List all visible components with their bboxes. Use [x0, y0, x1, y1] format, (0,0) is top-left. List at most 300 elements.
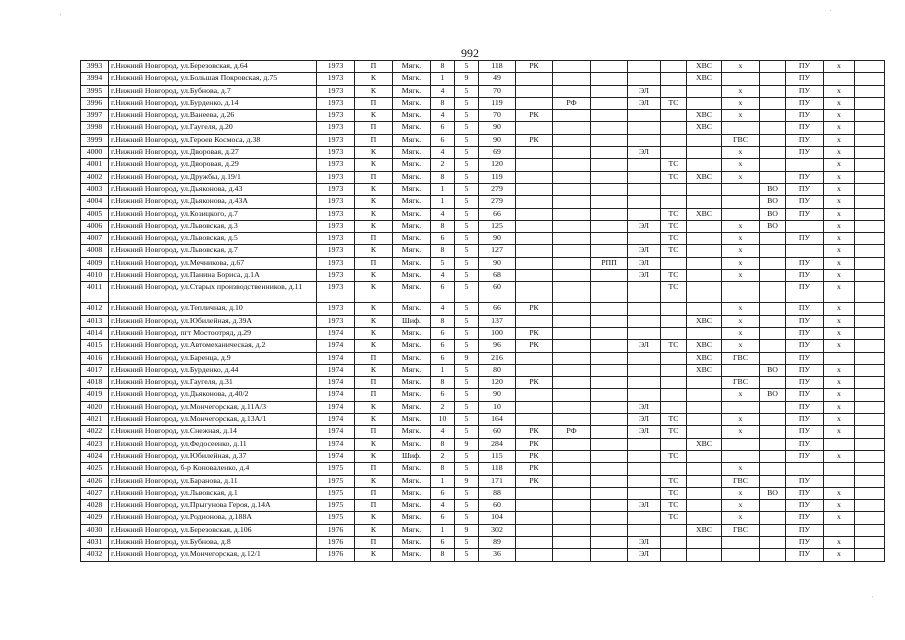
table-row: [81, 487, 885, 499]
table-cell: Мягк.: [393, 438, 431, 450]
table-cell: К: [355, 364, 393, 376]
table-cell: [628, 524, 661, 536]
table-cell: П: [355, 463, 393, 475]
table-cell: 1974: [317, 450, 355, 462]
table-cell: х: [824, 282, 855, 303]
table-cell: 1973: [317, 97, 355, 109]
table-cell: [516, 524, 553, 536]
table-cell: 90: [479, 389, 516, 401]
table-cell: 6: [431, 512, 455, 524]
table-cell: [591, 364, 628, 376]
table-cell: 2: [431, 401, 455, 413]
row-number-cell: 4000: [81, 147, 109, 159]
table-cell: [591, 233, 628, 245]
table-cell: 5: [455, 196, 479, 208]
table-row: [81, 340, 885, 352]
table-cell: [760, 352, 786, 364]
table-cell: Мягк.: [393, 377, 431, 389]
table-cell: [855, 208, 885, 220]
table-cell: ГВС: [722, 475, 760, 487]
table-cell: 90: [479, 122, 516, 134]
table-cell: [591, 183, 628, 195]
table-cell: [553, 487, 591, 499]
table-cell: [591, 500, 628, 512]
table-cell: [628, 438, 661, 450]
table-cell: 60: [479, 500, 516, 512]
table-cell: Мягк.: [393, 110, 431, 122]
table-row: [81, 97, 885, 109]
table-cell: ХВС: [687, 171, 722, 183]
table-cell: ЭЛ: [628, 536, 661, 548]
table-cell: 6: [431, 122, 455, 134]
table-cell: [591, 282, 628, 303]
table-cell: К: [355, 327, 393, 339]
row-number-cell: 4022: [81, 426, 109, 438]
table-cell: 80: [479, 364, 516, 376]
table-cell: [553, 364, 591, 376]
table-cell: РК: [516, 438, 553, 450]
table-cell: К: [355, 303, 393, 315]
table-cell: ПУ: [786, 426, 824, 438]
table-cell: ТС: [661, 208, 687, 220]
table-cell: [591, 352, 628, 364]
table-cell: [855, 438, 885, 450]
table-cell: [855, 426, 885, 438]
table-cell: х: [722, 512, 760, 524]
table-cell: 5: [455, 414, 479, 426]
table-cell: ЭЛ: [628, 401, 661, 413]
table-cell: РК: [516, 340, 553, 352]
table-cell: [661, 183, 687, 195]
table-cell: 1973: [317, 134, 355, 146]
table-cell: 6: [431, 487, 455, 499]
address-cell: г.Нижний Новгород, ул.Юбилейная, д.37: [109, 450, 317, 462]
table-cell: 137: [479, 315, 516, 327]
page-number: 992: [461, 46, 479, 60]
table-cell: 96: [479, 340, 516, 352]
table-cell: [824, 352, 855, 364]
table-cell: [687, 512, 722, 524]
address-cell: г.Нижний Новгород, ул.Мечникова, д.67: [109, 257, 317, 269]
table-cell: [516, 270, 553, 282]
table-cell: 5: [455, 389, 479, 401]
table-row: [81, 303, 885, 315]
row-number-cell: 3993: [81, 61, 109, 73]
table-cell: х: [824, 85, 855, 97]
table-cell: 1: [431, 183, 455, 195]
table-cell: [855, 475, 885, 487]
table-cell: 9: [455, 475, 479, 487]
table-cell: [628, 463, 661, 475]
table-cell: 9: [455, 438, 479, 450]
table-cell: 5: [455, 401, 479, 413]
table-cell: [687, 134, 722, 146]
table-cell: Мягк.: [393, 85, 431, 97]
table-cell: 5: [455, 270, 479, 282]
table-cell: 216: [479, 352, 516, 364]
table-cell: [516, 233, 553, 245]
table-cell: [591, 159, 628, 171]
row-number-cell: 4005: [81, 208, 109, 220]
table-cell: [855, 147, 885, 159]
table-cell: Мягк.: [393, 196, 431, 208]
table-cell: х: [824, 245, 855, 257]
table-cell: [553, 85, 591, 97]
table-cell: ПУ: [786, 208, 824, 220]
table-cell: Мягк.: [393, 183, 431, 195]
table-cell: ПУ: [786, 315, 824, 327]
table-cell: 1974: [317, 327, 355, 339]
row-number-cell: 4029: [81, 512, 109, 524]
table-cell: [591, 245, 628, 257]
table-cell: 5: [455, 208, 479, 220]
table-cell: К: [355, 147, 393, 159]
address-cell: г.Нижний Новгород, ул.Дружбы, д.19/1: [109, 171, 317, 183]
table-cell: х: [824, 414, 855, 426]
table-cell: [786, 220, 824, 232]
table-cell: [855, 134, 885, 146]
table-row: [81, 61, 885, 73]
table-cell: ТС: [661, 159, 687, 171]
table-cell: [591, 512, 628, 524]
table-cell: [855, 257, 885, 269]
row-number-cell: 4016: [81, 352, 109, 364]
table-cell: 1974: [317, 364, 355, 376]
table-cell: Мягк.: [393, 500, 431, 512]
table-cell: [760, 524, 786, 536]
table-cell: 2: [431, 159, 455, 171]
table-cell: х: [824, 110, 855, 122]
table-cell: 4: [431, 110, 455, 122]
table-cell: П: [355, 500, 393, 512]
table-cell: 1976: [317, 524, 355, 536]
table-cell: [855, 414, 885, 426]
table-cell: К: [355, 401, 393, 413]
table-cell: х: [824, 220, 855, 232]
table-cell: ПУ: [786, 414, 824, 426]
table-cell: [553, 73, 591, 85]
table-row: [81, 208, 885, 220]
table-cell: х: [722, 147, 760, 159]
table-cell: [855, 61, 885, 73]
table-cell: [661, 134, 687, 146]
table-cell: ПУ: [786, 134, 824, 146]
table-cell: [760, 463, 786, 475]
table-cell: 100: [479, 327, 516, 339]
table-cell: ГВС: [722, 352, 760, 364]
table-cell: РК: [516, 327, 553, 339]
table-cell: [661, 257, 687, 269]
table-cell: 9: [455, 73, 479, 85]
table-cell: [628, 377, 661, 389]
table-cell: [553, 475, 591, 487]
table-cell: [760, 450, 786, 462]
table-row: [81, 377, 885, 389]
table-cell: 1973: [317, 183, 355, 195]
row-number-cell: 4004: [81, 196, 109, 208]
table-cell: 8: [431, 245, 455, 257]
table-row: [81, 282, 885, 303]
table-cell: х: [824, 426, 855, 438]
table-cell: Мягк.: [393, 389, 431, 401]
table-cell: 8: [431, 220, 455, 232]
table-cell: [591, 270, 628, 282]
table-cell: [855, 85, 885, 97]
table-cell: [628, 512, 661, 524]
table-cell: РК: [516, 450, 553, 462]
table-cell: [553, 414, 591, 426]
table-cell: [722, 73, 760, 85]
table-cell: ПУ: [786, 327, 824, 339]
table-cell: 90: [479, 257, 516, 269]
table-cell: Мягк.: [393, 524, 431, 536]
table-row: [81, 327, 885, 339]
table-cell: РК: [516, 475, 553, 487]
table-cell: [628, 315, 661, 327]
table-cell: х: [824, 171, 855, 183]
table-cell: [760, 270, 786, 282]
table-cell: [661, 352, 687, 364]
table-cell: [591, 524, 628, 536]
table-cell: х: [722, 159, 760, 171]
table-cell: х: [722, 97, 760, 109]
table-cell: [628, 183, 661, 195]
table-cell: [760, 97, 786, 109]
table-cell: 6: [431, 327, 455, 339]
table-cell: [516, 414, 553, 426]
table-cell: [591, 340, 628, 352]
table-cell: ПУ: [786, 196, 824, 208]
table-cell: П: [355, 171, 393, 183]
table-cell: Мягк.: [393, 245, 431, 257]
table-cell: [591, 438, 628, 450]
address-cell: г.Нижний Новгород, ул.Панина Бориса, д.1А: [109, 270, 317, 282]
table-cell: 90: [479, 134, 516, 146]
table-cell: 4: [431, 208, 455, 220]
table-cell: 5: [455, 134, 479, 146]
table-cell: х: [722, 327, 760, 339]
table-cell: 1975: [317, 512, 355, 524]
table-cell: 5: [455, 85, 479, 97]
table-cell: х: [824, 389, 855, 401]
table-cell: [687, 85, 722, 97]
table-cell: 119: [479, 171, 516, 183]
table-cell: 164: [479, 414, 516, 426]
address-cell: г.Нижний Новгород, ул.Родионова, д.188А: [109, 512, 317, 524]
table-cell: П: [355, 426, 393, 438]
table-cell: 69: [479, 147, 516, 159]
table-cell: 88: [479, 487, 516, 499]
table-cell: [661, 377, 687, 389]
table-cell: [553, 401, 591, 413]
table-cell: [591, 463, 628, 475]
table-cell: 125: [479, 220, 516, 232]
table-cell: [553, 377, 591, 389]
address-cell: г.Нижний Новгород, ул.Бурденко, д.14: [109, 97, 317, 109]
table-cell: [591, 487, 628, 499]
address-cell: г.Нижний Новгород, ул.Бубнова, д.7: [109, 85, 317, 97]
table-cell: х: [722, 245, 760, 257]
table-cell: 6: [431, 233, 455, 245]
table-cell: РК: [516, 377, 553, 389]
table-cell: [553, 220, 591, 232]
scan-speck: [830, 10, 831, 11]
table-cell: х: [824, 401, 855, 413]
table-cell: ПУ: [786, 110, 824, 122]
table-cell: х: [824, 327, 855, 339]
table-row: [81, 524, 885, 536]
table-cell: К: [355, 245, 393, 257]
table-cell: [760, 147, 786, 159]
table-cell: [855, 233, 885, 245]
table-cell: х: [824, 208, 855, 220]
table-cell: [760, 61, 786, 73]
table-cell: ПУ: [786, 282, 824, 303]
table-cell: 6: [431, 282, 455, 303]
table-cell: [855, 512, 885, 524]
table-cell: [687, 414, 722, 426]
table-cell: 9: [455, 524, 479, 536]
table-cell: ПУ: [786, 270, 824, 282]
table-cell: ПУ: [786, 85, 824, 97]
table-cell: 8: [431, 171, 455, 183]
table-row: [81, 122, 885, 134]
table-cell: [760, 377, 786, 389]
table-cell: [661, 463, 687, 475]
table-cell: [591, 134, 628, 146]
table-cell: К: [355, 450, 393, 462]
table-cell: К: [355, 512, 393, 524]
table-cell: х: [824, 122, 855, 134]
table-cell: [661, 303, 687, 315]
table-cell: [687, 377, 722, 389]
table-cell: 5: [455, 549, 479, 561]
table-cell: [786, 245, 824, 257]
table-cell: П: [355, 122, 393, 134]
table-cell: ТС: [661, 500, 687, 512]
table-cell: ЭЛ: [628, 500, 661, 512]
table-cell: ТС: [661, 414, 687, 426]
table-cell: [591, 122, 628, 134]
table-cell: [516, 512, 553, 524]
table-cell: Мягк.: [393, 282, 431, 303]
address-cell: г.Нижний Новгород, ул.Снежная, д.14: [109, 426, 317, 438]
table-cell: 1973: [317, 257, 355, 269]
table-cell: К: [355, 282, 393, 303]
table-cell: ТС: [661, 475, 687, 487]
row-number-cell: 4014: [81, 327, 109, 339]
table-cell: [516, 85, 553, 97]
table-cell: Мягк.: [393, 303, 431, 315]
table-cell: ПУ: [786, 73, 824, 85]
table-cell: РК: [516, 134, 553, 146]
table-cell: К: [355, 159, 393, 171]
scan-speck: [872, 596, 873, 597]
table-cell: [855, 183, 885, 195]
table-cell: ВО: [760, 196, 786, 208]
table-cell: х: [824, 364, 855, 376]
table-cell: 1: [431, 524, 455, 536]
row-number-cell: 3999: [81, 134, 109, 146]
table-cell: [661, 549, 687, 561]
table-cell: [760, 549, 786, 561]
table-cell: [760, 438, 786, 450]
table-cell: х: [824, 377, 855, 389]
table-row: [81, 450, 885, 462]
table-cell: ЭЛ: [628, 97, 661, 109]
table-cell: [786, 159, 824, 171]
table-cell: х: [722, 61, 760, 73]
table-cell: [553, 327, 591, 339]
table-cell: [628, 196, 661, 208]
table-cell: 5: [455, 61, 479, 73]
table-cell: 5: [455, 183, 479, 195]
table-cell: ХВС: [687, 73, 722, 85]
table-cell: [661, 327, 687, 339]
table-cell: ТС: [661, 426, 687, 438]
table-cell: 1973: [317, 171, 355, 183]
table-cell: Мягк.: [393, 475, 431, 487]
table-cell: [591, 97, 628, 109]
table-cell: 6: [431, 389, 455, 401]
table-cell: [628, 364, 661, 376]
table-cell: ПУ: [786, 61, 824, 73]
table-cell: Шиф.: [393, 315, 431, 327]
table-cell: К: [355, 183, 393, 195]
table-cell: [687, 220, 722, 232]
table-cell: 5: [455, 303, 479, 315]
table-cell: [591, 549, 628, 561]
table-cell: 8: [431, 97, 455, 109]
table-cell: [553, 270, 591, 282]
table-cell: [722, 196, 760, 208]
row-number-cell: 4018: [81, 377, 109, 389]
table-cell: [855, 73, 885, 85]
table-cell: 5: [455, 97, 479, 109]
table-cell: П: [355, 352, 393, 364]
table-cell: [516, 487, 553, 499]
row-number-cell: 4024: [81, 450, 109, 462]
table-cell: [516, 208, 553, 220]
table-cell: К: [355, 438, 393, 450]
table-cell: П: [355, 134, 393, 146]
table-cell: 4: [431, 270, 455, 282]
table-cell: [760, 85, 786, 97]
table-cell: [687, 303, 722, 315]
row-number-cell: 3997: [81, 110, 109, 122]
table-cell: [591, 171, 628, 183]
table-cell: [661, 401, 687, 413]
table-cell: Мягк.: [393, 257, 431, 269]
address-cell: г.Нижний Новгород, ул.Козицкого, д.7: [109, 208, 317, 220]
table-cell: ПУ: [786, 122, 824, 134]
table-row: [81, 438, 885, 450]
table-cell: К: [355, 475, 393, 487]
row-number-cell: 4003: [81, 183, 109, 195]
table-cell: [591, 414, 628, 426]
table-cell: П: [355, 536, 393, 548]
table-cell: ХВС: [687, 438, 722, 450]
table-cell: [855, 303, 885, 315]
table-cell: Мягк.: [393, 122, 431, 134]
table-cell: [687, 426, 722, 438]
table-cell: ПУ: [786, 524, 824, 536]
table-row: [81, 512, 885, 524]
table-cell: х: [824, 303, 855, 315]
table-cell: 1973: [317, 303, 355, 315]
table-cell: [553, 463, 591, 475]
table-cell: 1973: [317, 85, 355, 97]
